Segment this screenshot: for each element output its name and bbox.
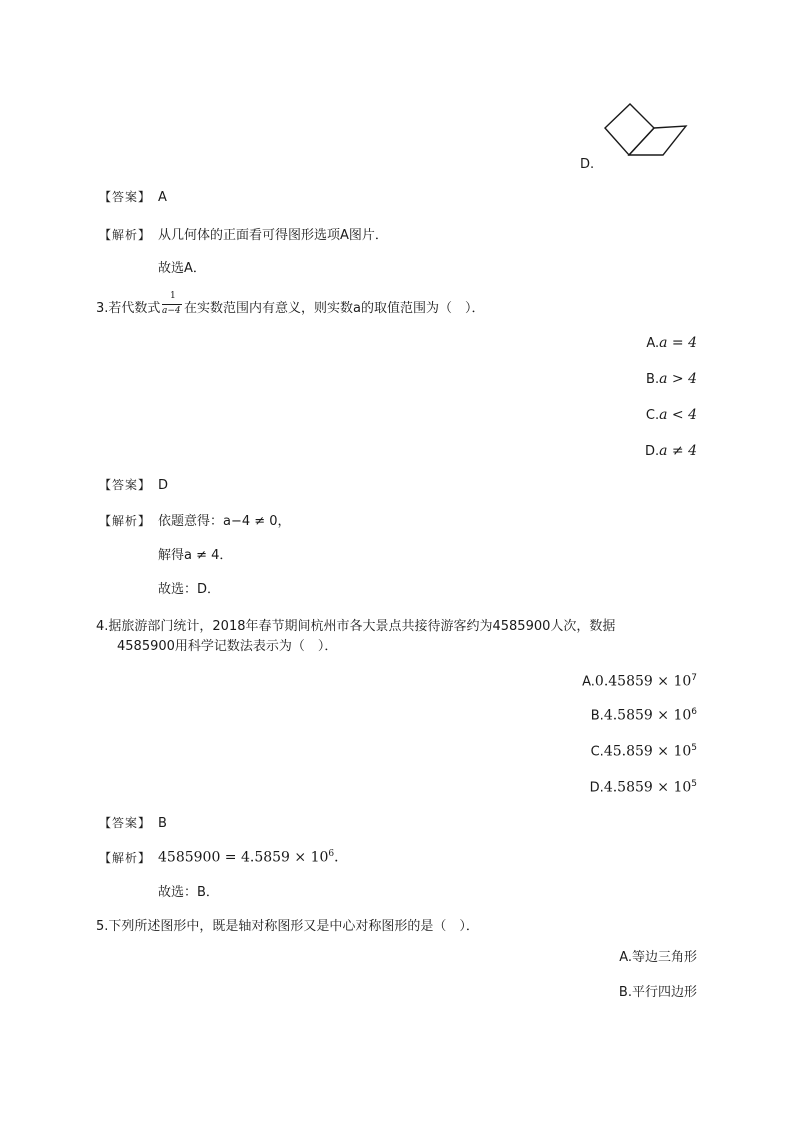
question-5-stem: 5.下列所述图形中，既是轴对称图形又是中心对称图形的是（ ）．	[96, 919, 479, 934]
q3-answer-label: 【答案】	[99, 478, 152, 492]
fraction-bar	[162, 304, 182, 305]
analysis-text: 从几何体的正面看可得图形选项A图片．	[158, 228, 388, 243]
q3-conclusion: 故选：D．	[158, 582, 221, 597]
q5-option-b[interactable]: B.平行四边形	[618, 985, 697, 1000]
option-d-label: D.	[580, 157, 595, 172]
conclusion-text: 故选A．	[158, 261, 206, 276]
question-3-stem-end: 在实数范围内有意义，则实数a的取值范围为（ ）．	[184, 301, 485, 316]
q3-analysis-text: 依题意得：a−4 ≠ 0，	[158, 514, 291, 529]
question-4-stem-line1: 4.据旅游部门统计，2018年春节期间杭州市各大景点共接待游客约为4585900人次，数据	[96, 619, 616, 634]
question-3-stem-start: 3.若代数式	[96, 301, 161, 316]
figure-square-face	[605, 104, 654, 155]
question-4-stem-line2: 4585900用科学记数法表示为（ ）．	[117, 639, 338, 654]
q3-option-d[interactable]: D.a ≠ 4	[644, 443, 697, 459]
q4-analysis-label: 【解析】	[99, 851, 152, 865]
q4-option-a[interactable]: $A.0.45859 \times 10^7$	[582, 673, 697, 690]
figure-parallelogram-face	[629, 126, 686, 155]
q4-option-c[interactable]: $C.45.859 \times 10^5$	[590, 743, 697, 760]
q4-conclusion: 故选：B．	[158, 885, 219, 900]
q3-option-b[interactable]: B.a > 4	[646, 371, 697, 387]
q3-answer-value: D	[158, 478, 169, 493]
q4-option-b[interactable]: $B.4.5859 \times 10^6$	[590, 707, 697, 724]
q5-option-a[interactable]: A.等边三角形	[619, 950, 697, 965]
option-d-figure	[603, 103, 689, 159]
q4-answer-label: 【答案】	[99, 816, 152, 830]
q4-option-d[interactable]: $D.4.5859 \times 10^5$	[589, 779, 697, 796]
fraction-numerator: 1	[170, 291, 176, 301]
q4-answer-value: B	[158, 816, 167, 831]
answer-label: 【答案】	[99, 190, 152, 204]
q3-analysis-label: 【解析】	[99, 514, 152, 528]
analysis-label: 【解析】	[99, 228, 152, 242]
q3-option-c[interactable]: C.a < 4	[645, 407, 697, 423]
q3-option-a[interactable]: A.a = 4	[646, 335, 697, 351]
answer-value: A	[158, 190, 167, 205]
q4-analysis-expression: $4585900 = 4.5859 \times 10^6$．	[158, 849, 349, 866]
fraction-denominator: a−4	[162, 306, 181, 316]
q3-step-2: 解得a ≠ 4．	[158, 548, 233, 563]
